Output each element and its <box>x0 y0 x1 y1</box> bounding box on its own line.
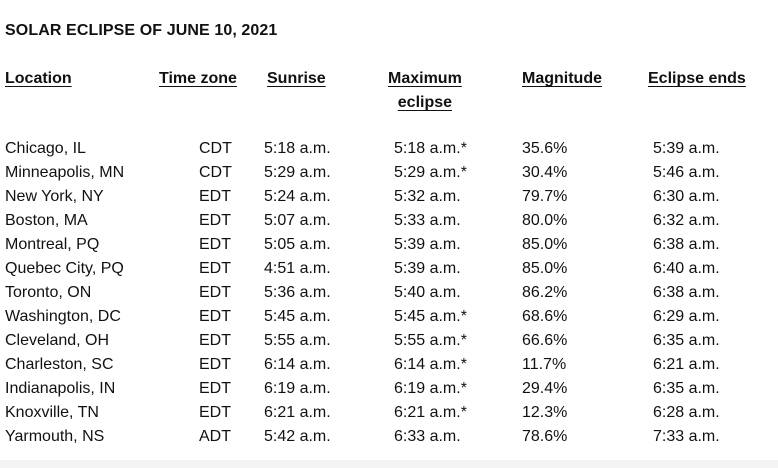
cell-eclipse-ends: 5:46 a.m. <box>653 164 720 181</box>
table-row <box>0 305 778 329</box>
cell-magnitude: 85.0% <box>522 260 568 277</box>
header-magnitude: Magnitude <box>522 70 602 87</box>
cell-eclipse-ends: 6:21 a.m. <box>653 356 720 373</box>
cell-time-zone: EDT <box>199 188 231 205</box>
cell-time-zone: EDT <box>199 332 231 349</box>
table-row <box>0 257 778 281</box>
cell-sunrise: 5:18 a.m. <box>264 140 331 157</box>
cell-time-zone: EDT <box>199 236 231 253</box>
table-body <box>0 137 778 449</box>
cell-sunrise: 5:07 a.m. <box>264 212 331 229</box>
cell-maximum-eclipse: 6:21 a.m.* <box>394 404 467 421</box>
cell-time-zone: EDT <box>199 380 231 397</box>
cell-maximum-eclipse: 6:19 a.m.* <box>394 380 467 397</box>
cell-location: Washington, DC <box>5 308 121 325</box>
cell-maximum-eclipse: 5:40 a.m. <box>394 284 461 301</box>
cell-eclipse-ends: 6:28 a.m. <box>653 404 720 421</box>
cell-magnitude: 86.2% <box>522 284 568 301</box>
table-row <box>0 401 778 425</box>
header-maximum-line1: Maximum <box>388 70 462 87</box>
cell-location: Charleston, SC <box>5 356 114 373</box>
table-row <box>0 329 778 353</box>
cell-location: Toronto, ON <box>5 284 92 301</box>
cell-eclipse-ends: 6:32 a.m. <box>653 212 720 229</box>
cell-sunrise: 5:24 a.m. <box>264 188 331 205</box>
table-row <box>0 377 778 401</box>
cell-eclipse-ends: 7:33 a.m. <box>653 428 720 445</box>
cell-sunrise: 6:14 a.m. <box>264 356 331 373</box>
cell-eclipse-ends: 6:29 a.m. <box>653 308 720 325</box>
cell-location: Minneapolis, MN <box>5 164 125 181</box>
cell-sunrise: 5:42 a.m. <box>264 428 331 445</box>
cell-eclipse-ends: 6:38 a.m. <box>653 236 720 253</box>
cell-location: Quebec City, PQ <box>5 260 124 277</box>
table-row <box>0 209 778 233</box>
cell-maximum-eclipse: 5:39 a.m. <box>394 260 461 277</box>
cell-sunrise: 6:19 a.m. <box>264 380 331 397</box>
cell-location: Montreal, PQ <box>5 236 100 253</box>
header-location: Location <box>5 70 72 87</box>
cell-location: Cleveland, OH <box>5 332 110 349</box>
cell-maximum-eclipse: 5:39 a.m. <box>394 236 461 253</box>
cell-magnitude: 12.3% <box>522 404 568 421</box>
cell-magnitude: 78.6% <box>522 428 568 445</box>
cell-location: Chicago, IL <box>5 140 86 157</box>
cell-time-zone: ADT <box>199 428 231 445</box>
cell-sunrise: 6:21 a.m. <box>264 404 331 421</box>
cell-magnitude: 85.0% <box>522 236 568 253</box>
cell-location: Indianapolis, IN <box>5 380 116 397</box>
cell-magnitude: 35.6% <box>522 140 568 157</box>
cell-sunrise: 5:29 a.m. <box>264 164 331 181</box>
cell-time-zone: EDT <box>199 212 231 229</box>
cell-eclipse-ends: 6:40 a.m. <box>653 260 720 277</box>
header-eclipse-ends: Eclipse ends <box>648 70 746 87</box>
bottom-divider <box>0 460 778 468</box>
cell-eclipse-ends: 6:38 a.m. <box>653 284 720 301</box>
cell-magnitude: 11.7% <box>522 356 567 373</box>
table-row <box>0 353 778 377</box>
cell-magnitude: 30.4% <box>522 164 568 181</box>
header-sunrise: Sunrise <box>267 70 326 87</box>
cell-sunrise: 5:55 a.m. <box>264 332 331 349</box>
cell-time-zone: EDT <box>199 356 231 373</box>
cell-maximum-eclipse: 6:14 a.m.* <box>394 356 467 373</box>
table-row <box>0 137 778 161</box>
header-time-zone: Time zone <box>159 70 237 87</box>
cell-sunrise: 4:51 a.m. <box>264 260 331 277</box>
cell-magnitude: 79.7% <box>522 188 568 205</box>
cell-time-zone: EDT <box>199 260 231 277</box>
cell-location: Knoxville, TN <box>5 404 99 421</box>
cell-time-zone: CDT <box>199 140 232 157</box>
table-row <box>0 233 778 257</box>
cell-time-zone: EDT <box>199 404 231 421</box>
cell-maximum-eclipse: 5:55 a.m.* <box>394 332 467 349</box>
cell-location: New York, NY <box>5 188 104 205</box>
table-row <box>0 425 778 449</box>
cell-maximum-eclipse: 5:18 a.m.* <box>394 140 467 157</box>
cell-maximum-eclipse: 5:45 a.m.* <box>394 308 467 325</box>
cell-maximum-eclipse: 6:33 a.m. <box>394 428 461 445</box>
cell-time-zone: CDT <box>199 164 232 181</box>
cell-location: Boston, MA <box>5 212 88 229</box>
cell-time-zone: EDT <box>199 284 231 301</box>
table-row <box>0 281 778 305</box>
cell-magnitude: 80.0% <box>522 212 568 229</box>
cell-sunrise: 5:05 a.m. <box>264 236 331 253</box>
page-title: SOLAR ECLIPSE OF JUNE 10, 2021 <box>5 22 278 39</box>
header-maximum-eclipse <box>388 67 462 115</box>
cell-maximum-eclipse: 5:29 a.m.* <box>394 164 467 181</box>
cell-sunrise: 5:36 a.m. <box>264 284 331 301</box>
table-row <box>0 161 778 185</box>
cell-magnitude: 29.4% <box>522 380 568 397</box>
header-maximum-line2: eclipse <box>397 94 453 111</box>
cell-eclipse-ends: 6:30 a.m. <box>653 188 720 205</box>
cell-magnitude: 68.6% <box>522 308 568 325</box>
cell-magnitude: 66.6% <box>522 332 568 349</box>
cell-maximum-eclipse: 5:32 a.m. <box>394 188 461 205</box>
cell-sunrise: 5:45 a.m. <box>264 308 331 325</box>
cell-location: Yarmouth, NS <box>5 428 105 445</box>
cell-maximum-eclipse: 5:33 a.m. <box>394 212 461 229</box>
cell-eclipse-ends: 6:35 a.m. <box>653 380 720 397</box>
cell-time-zone: EDT <box>199 308 231 325</box>
cell-eclipse-ends: 6:35 a.m. <box>653 332 720 349</box>
table-row <box>0 185 778 209</box>
cell-eclipse-ends: 5:39 a.m. <box>653 140 720 157</box>
